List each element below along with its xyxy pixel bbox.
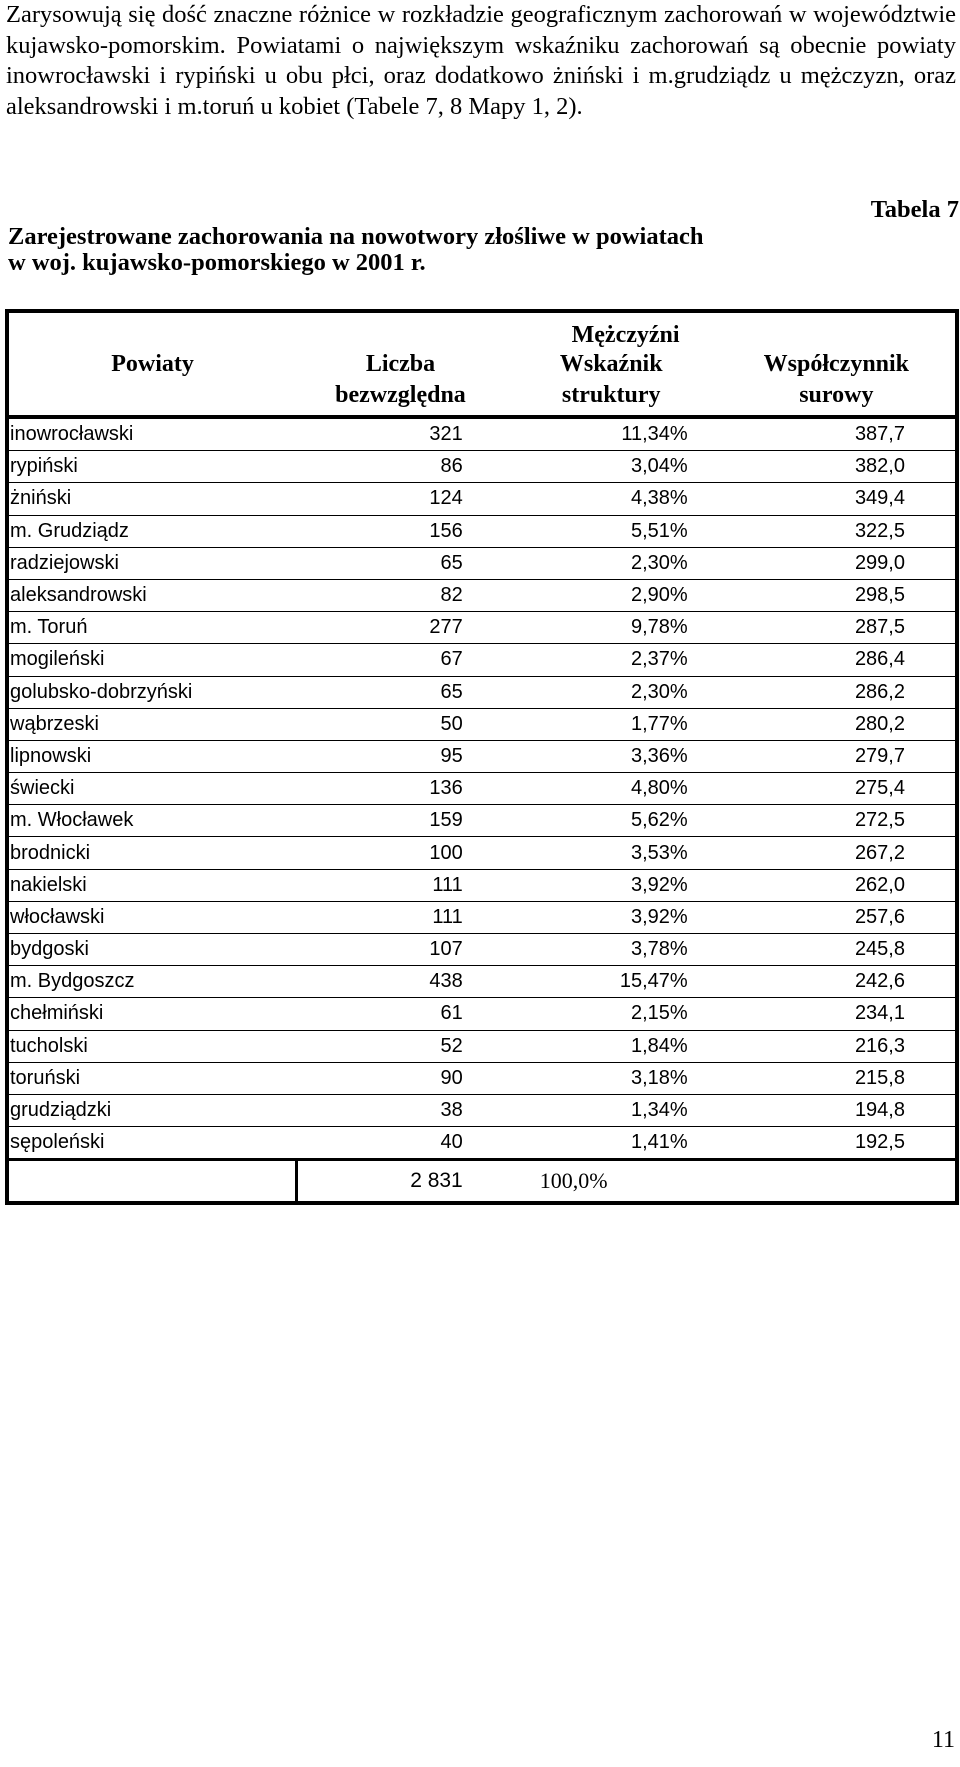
table-row <box>7 869 957 901</box>
table-row <box>7 805 957 837</box>
cell-wskaznik: 3,53% <box>505 837 718 869</box>
cell-liczba: 156 <box>296 515 505 547</box>
cell-powiat: chełmiński <box>7 998 296 1030</box>
header-powiaty: Powiaty <box>7 311 296 417</box>
cell-wskaznik: 15,47% <box>505 966 718 998</box>
cell-powiat: aleksandrowski <box>7 579 296 611</box>
cell-wspolczynnik: 322,5 <box>718 515 957 547</box>
cell-powiat: m. Włocławek <box>7 805 296 837</box>
intro-paragraph <box>6 0 956 122</box>
table-row <box>7 676 957 708</box>
total-row <box>7 1160 957 1204</box>
cell-wspolczynnik: 286,2 <box>718 676 957 708</box>
table-row <box>7 934 957 966</box>
cell-wspolczynnik: 387,7 <box>718 417 957 451</box>
cell-powiat: świecki <box>7 773 296 805</box>
cell-powiat: wąbrzeski <box>7 708 296 740</box>
table-row <box>7 515 957 547</box>
cell-wskaznik: 3,92% <box>505 869 718 901</box>
table-row <box>7 644 957 676</box>
cell-liczba: 40 <box>296 1127 505 1160</box>
cell-wspolczynnik: 382,0 <box>718 451 957 483</box>
cell-wspolczynnik: 242,6 <box>718 966 957 998</box>
cell-powiat: m. Bydgoszcz <box>7 966 296 998</box>
header-liczba-line-2: bezwzględna <box>335 382 466 408</box>
cell-powiat: nakielski <box>7 869 296 901</box>
cell-liczba: 124 <box>296 483 505 515</box>
table-footer <box>7 1160 957 1204</box>
cell-liczba: 111 <box>296 869 505 901</box>
cell-liczba: 136 <box>296 773 505 805</box>
header-wskaznik <box>505 349 718 417</box>
cell-wspolczynnik: 215,8 <box>718 1062 957 1094</box>
cell-wskaznik: 1,84% <box>505 1030 718 1062</box>
cell-wskaznik: 5,62% <box>505 805 718 837</box>
cell-wskaznik: 2,37% <box>505 644 718 676</box>
table-row <box>7 1127 957 1160</box>
cell-liczba: 65 <box>296 547 505 579</box>
cell-liczba: 107 <box>296 934 505 966</box>
total-empty-cell <box>7 1160 296 1204</box>
cell-powiat: rypiński <box>7 451 296 483</box>
table-row <box>7 1094 957 1126</box>
header-group-mezczyzni: Mężczyźni <box>571 322 680 348</box>
table-row <box>7 417 957 451</box>
cell-powiat: żniński <box>7 483 296 515</box>
header-wspolczynnik-line-2: surowy <box>799 382 874 408</box>
cell-wskaznik: 3,04% <box>505 451 718 483</box>
table-body <box>7 417 957 1160</box>
cell-wskaznik: 5,51% <box>505 515 718 547</box>
header-wskaznik-line-1: Wskaźnik <box>559 351 663 377</box>
cell-powiat: m. Toruń <box>7 612 296 644</box>
total-wskaznik: 100,0% <box>505 1160 957 1204</box>
cell-wspolczynnik: 349,4 <box>718 483 957 515</box>
header-wskaznik-line-2: struktury <box>561 382 661 408</box>
table-number-label: Tabela 7 <box>870 196 959 223</box>
cell-wspolczynnik: 245,8 <box>718 934 957 966</box>
cell-powiat: sępoleński <box>7 1127 296 1160</box>
cell-liczba: 100 <box>296 837 505 869</box>
cell-wspolczynnik: 262,0 <box>718 869 957 901</box>
table-row <box>7 901 957 933</box>
cell-powiat: golubsko-dobrzyński <box>7 676 296 708</box>
table-title <box>8 224 868 276</box>
table-header <box>7 311 957 417</box>
cell-wskaznik: 1,34% <box>505 1094 718 1126</box>
cell-liczba: 159 <box>296 805 505 837</box>
cell-wskaznik: 2,90% <box>505 579 718 611</box>
page-number: 11 <box>931 1727 955 1753</box>
cell-wskaznik: 11,34% <box>505 417 718 451</box>
cell-powiat: włocławski <box>7 901 296 933</box>
cell-wskaznik: 3,36% <box>505 740 718 772</box>
table-row <box>7 966 957 998</box>
cell-powiat: mogileński <box>7 644 296 676</box>
cell-liczba: 67 <box>296 644 505 676</box>
cell-wspolczynnik: 216,3 <box>718 1030 957 1062</box>
cell-liczba: 438 <box>296 966 505 998</box>
table-row <box>7 1030 957 1062</box>
paragraph-text: Zarysowują się dość znaczne różnice w rozkładzie geograficznym zachorowań w województwie kujawsko-pomorskim. Powiatami o największym wskaźniku zachorowań są obecnie powiaty inowrocławski i rypiński u obu płci, oraz dodatkowo żniński i m.grudziądz u mężczyzn, oraz aleksandrowski i m.toruń u kobiet (Tabele 7, 8 Mapy 1, 2). <box>6 1 956 120</box>
cell-powiat: tucholski <box>7 1030 296 1062</box>
cell-wspolczynnik: 272,5 <box>718 805 957 837</box>
cell-wskaznik: 9,78% <box>505 612 718 644</box>
cell-wskaznik: 2,30% <box>505 676 718 708</box>
cell-liczba: 82 <box>296 579 505 611</box>
total-liczba: 2 831 <box>296 1160 505 1204</box>
cell-wspolczynnik: 267,2 <box>718 837 957 869</box>
incidence-table <box>5 309 959 1205</box>
cell-wspolczynnik: 299,0 <box>718 547 957 579</box>
header-wspolczynnik <box>718 349 957 417</box>
cell-wskaznik: 3,78% <box>505 934 718 966</box>
cell-wspolczynnik: 279,7 <box>718 740 957 772</box>
cell-liczba: 111 <box>296 901 505 933</box>
table-row <box>7 740 957 772</box>
cell-powiat: m. Grudziądz <box>7 515 296 547</box>
table-row <box>7 483 957 515</box>
table-title-line-1: Zarejestrowane zachorowania na nowotwory złośliwe w powiatach <box>8 223 704 250</box>
cell-wspolczynnik: 257,6 <box>718 901 957 933</box>
cell-liczba: 38 <box>296 1094 505 1126</box>
cell-liczba: 65 <box>296 676 505 708</box>
cell-liczba: 86 <box>296 451 505 483</box>
table-row <box>7 773 957 805</box>
cell-liczba: 52 <box>296 1030 505 1062</box>
cell-liczba: 61 <box>296 998 505 1030</box>
cell-liczba: 95 <box>296 740 505 772</box>
table-row <box>7 708 957 740</box>
table-title-line-2: w woj. kujawsko-pomorskiego w 2001 r. <box>8 249 426 276</box>
cell-wskaznik: 3,18% <box>505 1062 718 1094</box>
cell-liczba: 50 <box>296 708 505 740</box>
cell-wspolczynnik: 275,4 <box>718 773 957 805</box>
cell-powiat: grudziądzki <box>7 1094 296 1126</box>
cell-liczba: 90 <box>296 1062 505 1094</box>
cell-powiat: inowrocławski <box>7 417 296 451</box>
cell-wskaznik: 2,15% <box>505 998 718 1030</box>
cell-liczba: 277 <box>296 612 505 644</box>
header-liczba-line-1: Liczba <box>365 351 436 377</box>
cell-powiat: bydgoski <box>7 934 296 966</box>
table-row <box>7 1062 957 1094</box>
table-row <box>7 547 957 579</box>
cell-wskaznik: 4,80% <box>505 773 718 805</box>
cell-wskaznik: 1,77% <box>505 708 718 740</box>
table-row <box>7 998 957 1030</box>
header-wspolczynnik-line-1: Współczynnik <box>763 351 910 377</box>
cell-wskaznik: 1,41% <box>505 1127 718 1160</box>
cell-wspolczynnik: 286,4 <box>718 644 957 676</box>
table-row <box>7 579 957 611</box>
table-row <box>7 451 957 483</box>
cell-wskaznik: 4,38% <box>505 483 718 515</box>
cell-wspolczynnik: 192,5 <box>718 1127 957 1160</box>
cell-wskaznik: 3,92% <box>505 901 718 933</box>
cell-liczba: 321 <box>296 417 505 451</box>
cell-wspolczynnik: 234,1 <box>718 998 957 1030</box>
table-row <box>7 612 957 644</box>
table-row <box>7 837 957 869</box>
cell-wskaznik: 2,30% <box>505 547 718 579</box>
cell-powiat: brodnicki <box>7 837 296 869</box>
cell-wspolczynnik: 298,5 <box>718 579 957 611</box>
cell-wspolczynnik: 287,5 <box>718 612 957 644</box>
header-liczba <box>296 349 505 417</box>
cell-wspolczynnik: 280,2 <box>718 708 957 740</box>
cell-powiat: radziejowski <box>7 547 296 579</box>
cell-powiat: toruński <box>7 1062 296 1094</box>
cell-wspolczynnik: 194,8 <box>718 1094 957 1126</box>
cell-powiat: lipnowski <box>7 740 296 772</box>
